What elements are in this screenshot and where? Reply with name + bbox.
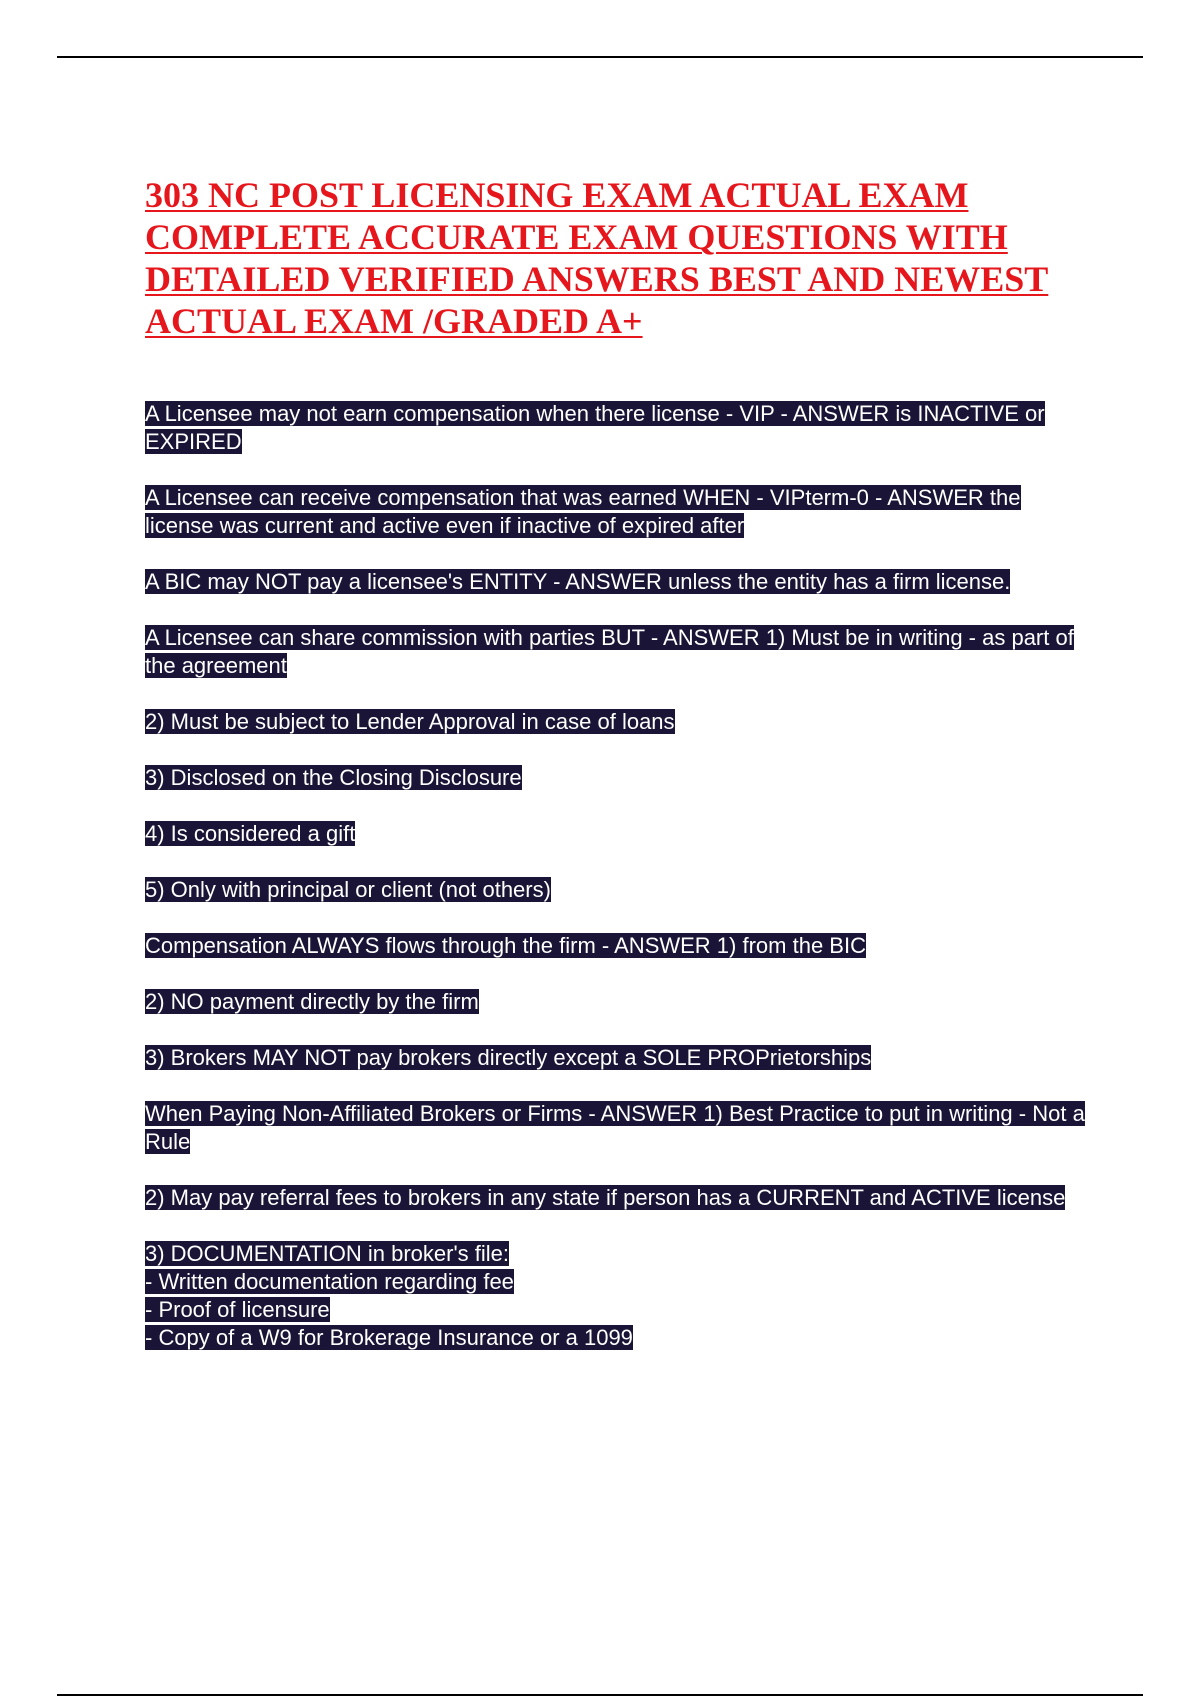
paragraph <box>145 1044 1085 1072</box>
paragraph <box>145 1100 1085 1156</box>
document-title: 303 NC POST LICENSING EXAM ACTUAL EXAM COMPLETE ACCURATE EXAM QUESTIONS WITH DETAILED VERIFIED ANSWERS BEST AND NEWEST ACTUAL EXAM /GRADED A+ <box>145 175 1049 341</box>
highlighted-text: A Licensee can share commission with parties BUT - ANSWER 1) Must be in writing - as part of the agreement <box>145 625 1074 678</box>
documentation-item: - Proof of licensure <box>145 1297 330 1322</box>
highlighted-text: When Paying Non-Affiliated Brokers or Firms - ANSWER 1) Best Practice to put in writing - Not a Rule <box>145 1101 1085 1154</box>
top-rule <box>57 56 1143 58</box>
highlighted-text: 5) Only with principal or client (not others) <box>145 877 551 902</box>
highlighted-text: A Licensee may not earn compensation when there license - VIP - ANSWER is INACTIVE or EXPIRED <box>145 401 1045 454</box>
paragraph <box>145 400 1085 456</box>
paragraph <box>145 1184 1085 1212</box>
paragraph <box>145 624 1085 680</box>
bottom-rule <box>57 1694 1143 1696</box>
highlighted-text: 3) Disclosed on the Closing Disclosure <box>145 765 522 790</box>
paragraph <box>145 568 1085 596</box>
paragraph <box>145 484 1085 540</box>
highlighted-text: A BIC may NOT pay a licensee's ENTITY - ANSWER unless the entity has a firm license. <box>145 569 1011 594</box>
document-body <box>145 400 1085 1380</box>
documentation-block <box>145 1240 1085 1352</box>
documentation-item: - Copy of a W9 for Brokerage Insurance or a 1099 <box>145 1325 633 1350</box>
paragraph <box>145 764 1085 792</box>
paragraph <box>145 876 1085 904</box>
highlighted-text: 2) May pay referral fees to brokers in any state if person has a CURRENT and ACTIVE license <box>145 1185 1066 1210</box>
paragraph <box>145 820 1085 848</box>
paragraph <box>145 708 1085 736</box>
highlighted-text: 3) Brokers MAY NOT pay brokers directly except a SOLE PROPrietorships <box>145 1045 872 1070</box>
paragraph <box>145 932 1085 960</box>
highlighted-text: Compensation ALWAYS flows through the firm - ANSWER 1) from the BIC <box>145 933 866 958</box>
documentation-item: - Written documentation regarding fee <box>145 1269 514 1294</box>
highlighted-text: 4) Is considered a gift <box>145 821 356 846</box>
highlighted-text: A Licensee can receive compensation that was earned WHEN - VIPterm-0 - ANSWER the license was current and active even if inactive of expired after <box>145 485 1021 538</box>
documentation-heading: 3) DOCUMENTATION in broker's file: <box>145 1241 509 1266</box>
highlighted-text: 2) NO payment directly by the firm <box>145 989 479 1014</box>
paragraph <box>145 988 1085 1016</box>
highlighted-text: 2) Must be subject to Lender Approval in case of loans <box>145 709 675 734</box>
